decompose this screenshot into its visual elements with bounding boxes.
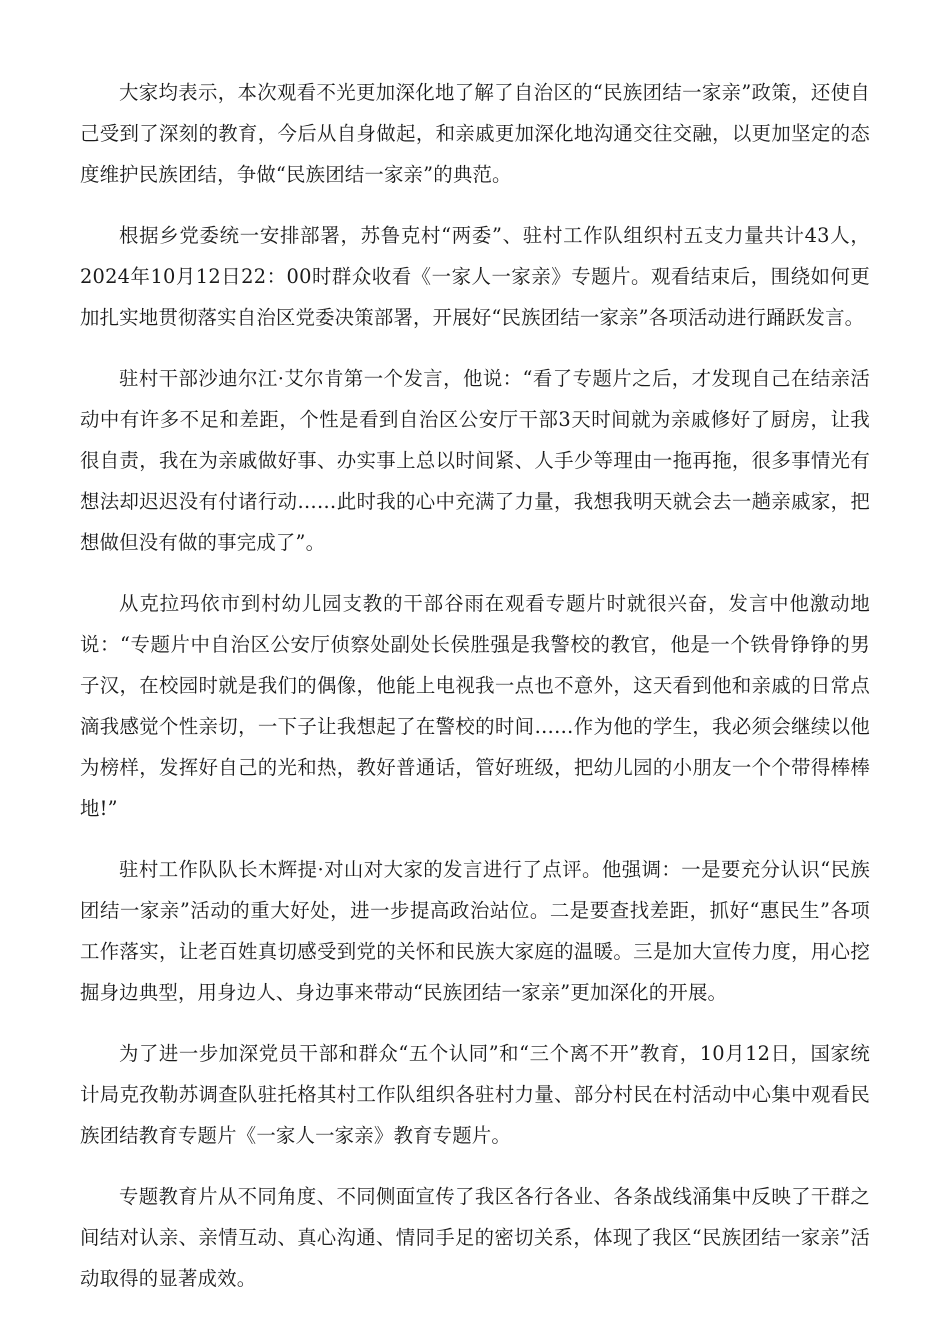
paragraph-4: 从克拉玛依市到村幼儿园支教的干部谷雨在观看专题片时就很兴奋，发言中他激动地说：“专题片中自治区公安厅侦察处副处长侯胜强是我警校的教官，他是一个铁骨铮铮的男子汉，在校园时就是我们的偶像，他能上电视我一点也不意外，这天看到他和亲戚的日常点滴我感觉个性亲切，一下子让我想起了在警校的时间……作为他的学生，我必须会继续以他为榜样，发挥好自己的光和热，教好普通话，管好班级，把幼儿园的小朋友一个个带得棒棒地!”	[80, 592, 870, 820]
paragraph-3: 驻村干部沙迪尔江·艾尔肯第一个发言，他说：“看了专题片之后，才发现自己在结亲活动中有许多不足和差距，个性是看到自治区公安厅干部3天时间就为亲戚修好了厨房，让我很自责，我在为亲戚做好事、办实事上总以时间紧、人手少等理由一拖再拖，很多事情光有想法却迟迟没有付诸行动……此时我的心中充满了力量，我想我明天就会去一趟亲戚家，把想做但没有做的事完成了”。	[80, 367, 870, 554]
paragraph-5: 驻村工作队队长木辉提·对山对大家的发言进行了点评。他强调：一是要充分认识“民族团结一家亲”活动的重大好处，进一步提高政治站位。二是要查找差距，抓好“惠民生”各项工作落实，让老百姓真切感受到党的关怀和民族大家庭的温暖。三是加大宣传力度，用心挖掘身边典型，用身边人、身边事来带动“民族团结一家亲”更加深化的开展。	[80, 858, 870, 1004]
paragraph-7: 专题教育片从不同角度、不同侧面宣传了我区各行各业、各条战线涌集中反映了干群之间结对认亲、亲情互动、真心沟通、情同手足的密切关系，体现了我区“民族团结一家亲”活动取得的显著成效。	[80, 1185, 870, 1290]
paragraph-2: 根据乡党委统一安排部署，苏鲁克村“两委”、驻村工作队组织村五支力量共计43人，2024年10月12日22：00时群众收看《一家人一家亲》专题片。观看结束后，围绕如何更加扎实地贯彻落实自治区党委决策部署，开展好“民族团结一家亲”各项活动进行踊跃发言。	[80, 224, 870, 329]
paragraph-1: 大家均表示，本次观看不光更加深化地了解了自治区的“民族团结一家亲”政策，还使自己受到了深刻的教育，今后从自身做起，和亲戚更加深化地沟通交往交融，以更加坚定的态度维护民族团结，争做“民族团结一家亲”的典范。	[80, 81, 870, 186]
document-body	[80, 72, 870, 1319]
paragraph-6: 为了进一步加深党员干部和群众“五个认同”和“三个离不开”教育，10月12日，国家统计局克孜勒苏调查队驻托格其村工作队组织各驻村力量、部分村民在村活动中心集中观看民族团结教育专题片《一家人一家亲》教育专题片。	[80, 1042, 870, 1147]
